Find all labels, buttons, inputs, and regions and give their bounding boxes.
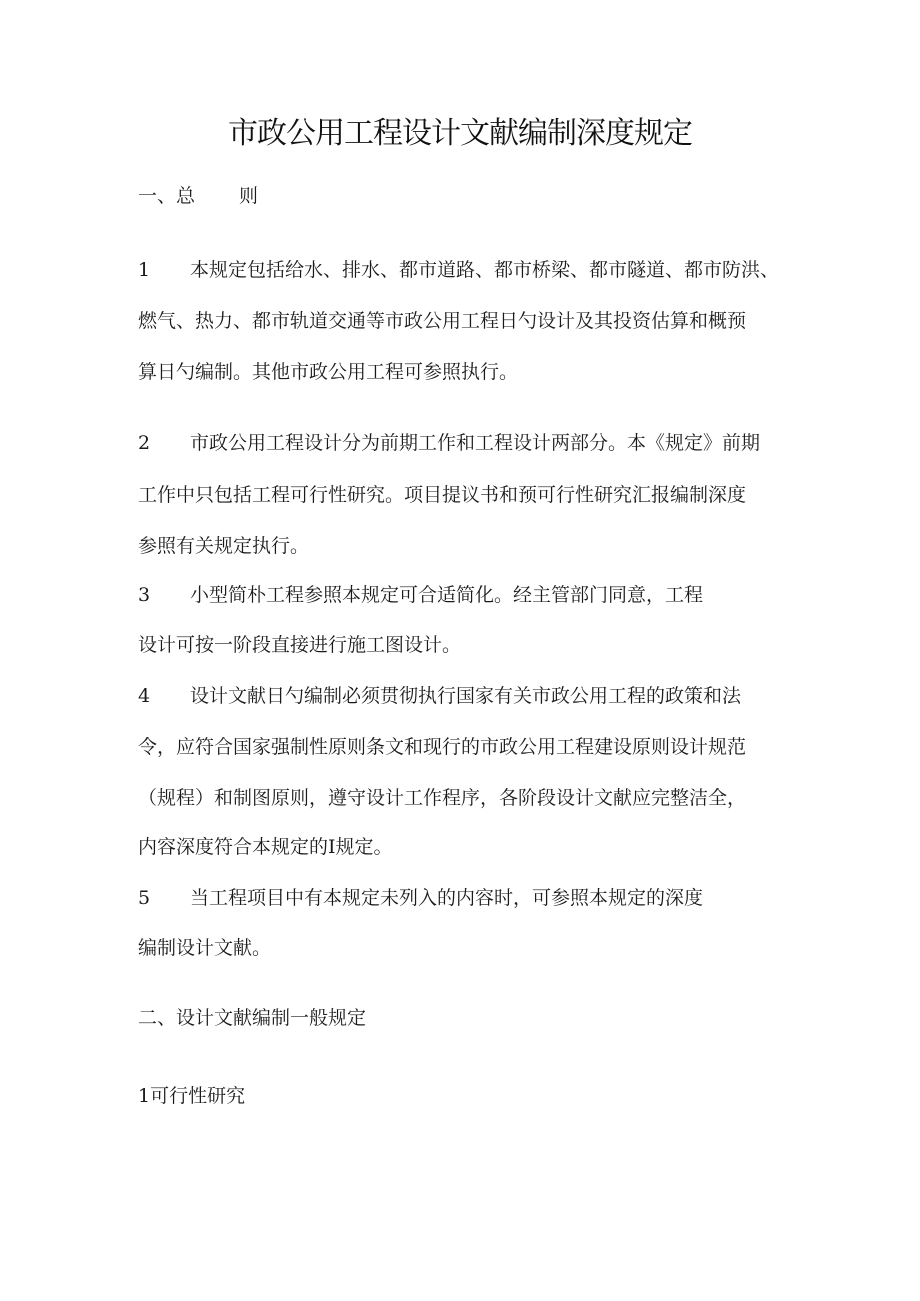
clause-4-line-4: 内容深度符合本规定的I规定。 (138, 836, 393, 858)
section-heading-suffix: 则 (239, 185, 259, 207)
document-title: 市政公用工程设计文献编制深度规定 (228, 116, 692, 151)
section-heading-design-docs: 二、设计文献编制一般规定 (138, 1007, 367, 1029)
clause-number: 1 (138, 259, 151, 281)
clause-text: 当工程项目中有本规定未列入的内容时，可参照本规定的深度 (190, 887, 704, 909)
clause-number: 4 (138, 685, 151, 707)
clause-1-line-3: 算日勺编制。其他市政公用工程可参照执行。 (138, 361, 519, 383)
clause-text: 本规定包括给水、排水、都市道路、都市桥梁、都市隧道、都市防洪、 (190, 259, 780, 281)
subsection-heading-feasibility: 1可行性研究 (138, 1085, 246, 1107)
clause-2-line-1 (138, 430, 760, 456)
clause-text: 小型简朴工程参照本规定可合适简化。经主管部门同意，工程 (190, 584, 704, 606)
clause-2-line-2: 工作中只包括工程可行性研究。项目提议书和预可行性研究汇报编制深度 (138, 484, 747, 506)
clause-number: 3 (138, 584, 151, 606)
clause-number: 5 (138, 887, 151, 909)
clause-2-line-3: 参照有关规定执行。 (138, 535, 310, 557)
clause-4-line-1 (138, 683, 741, 709)
clause-5-line-1 (138, 885, 703, 911)
clause-number: 2 (138, 432, 151, 454)
clause-4-line-3: （规程）和制图原则，遵守设计工作程序，各阶段设计文献应完整洁全， (138, 787, 747, 809)
clause-text: 市政公用工程设计分为前期工作和工程设计两部分。本《规定》前期 (190, 432, 761, 454)
clause-5-line-2: 编制设计文献。 (138, 937, 272, 959)
clause-3-line-2: 设计可按一阶段直接进行施工图设计。 (138, 634, 462, 656)
clause-4-line-2: 令，应符合国家强制性原则条文和现行的市政公用工程建设原则设计规范 (138, 736, 747, 758)
section-heading-general (138, 183, 258, 209)
clause-1-line-1 (138, 257, 779, 283)
clause-1-line-2: 燃气、热力、都市轨道交通等市政公用工程日勺设计及其投资估算和概预 (138, 310, 747, 332)
clause-3-line-1 (138, 582, 703, 608)
clause-text: 设计文献日勺编制必须贯彻执行国家有关市政公用工程的政策和法 (190, 685, 742, 707)
section-heading-prefix: 一、总 (138, 185, 196, 207)
